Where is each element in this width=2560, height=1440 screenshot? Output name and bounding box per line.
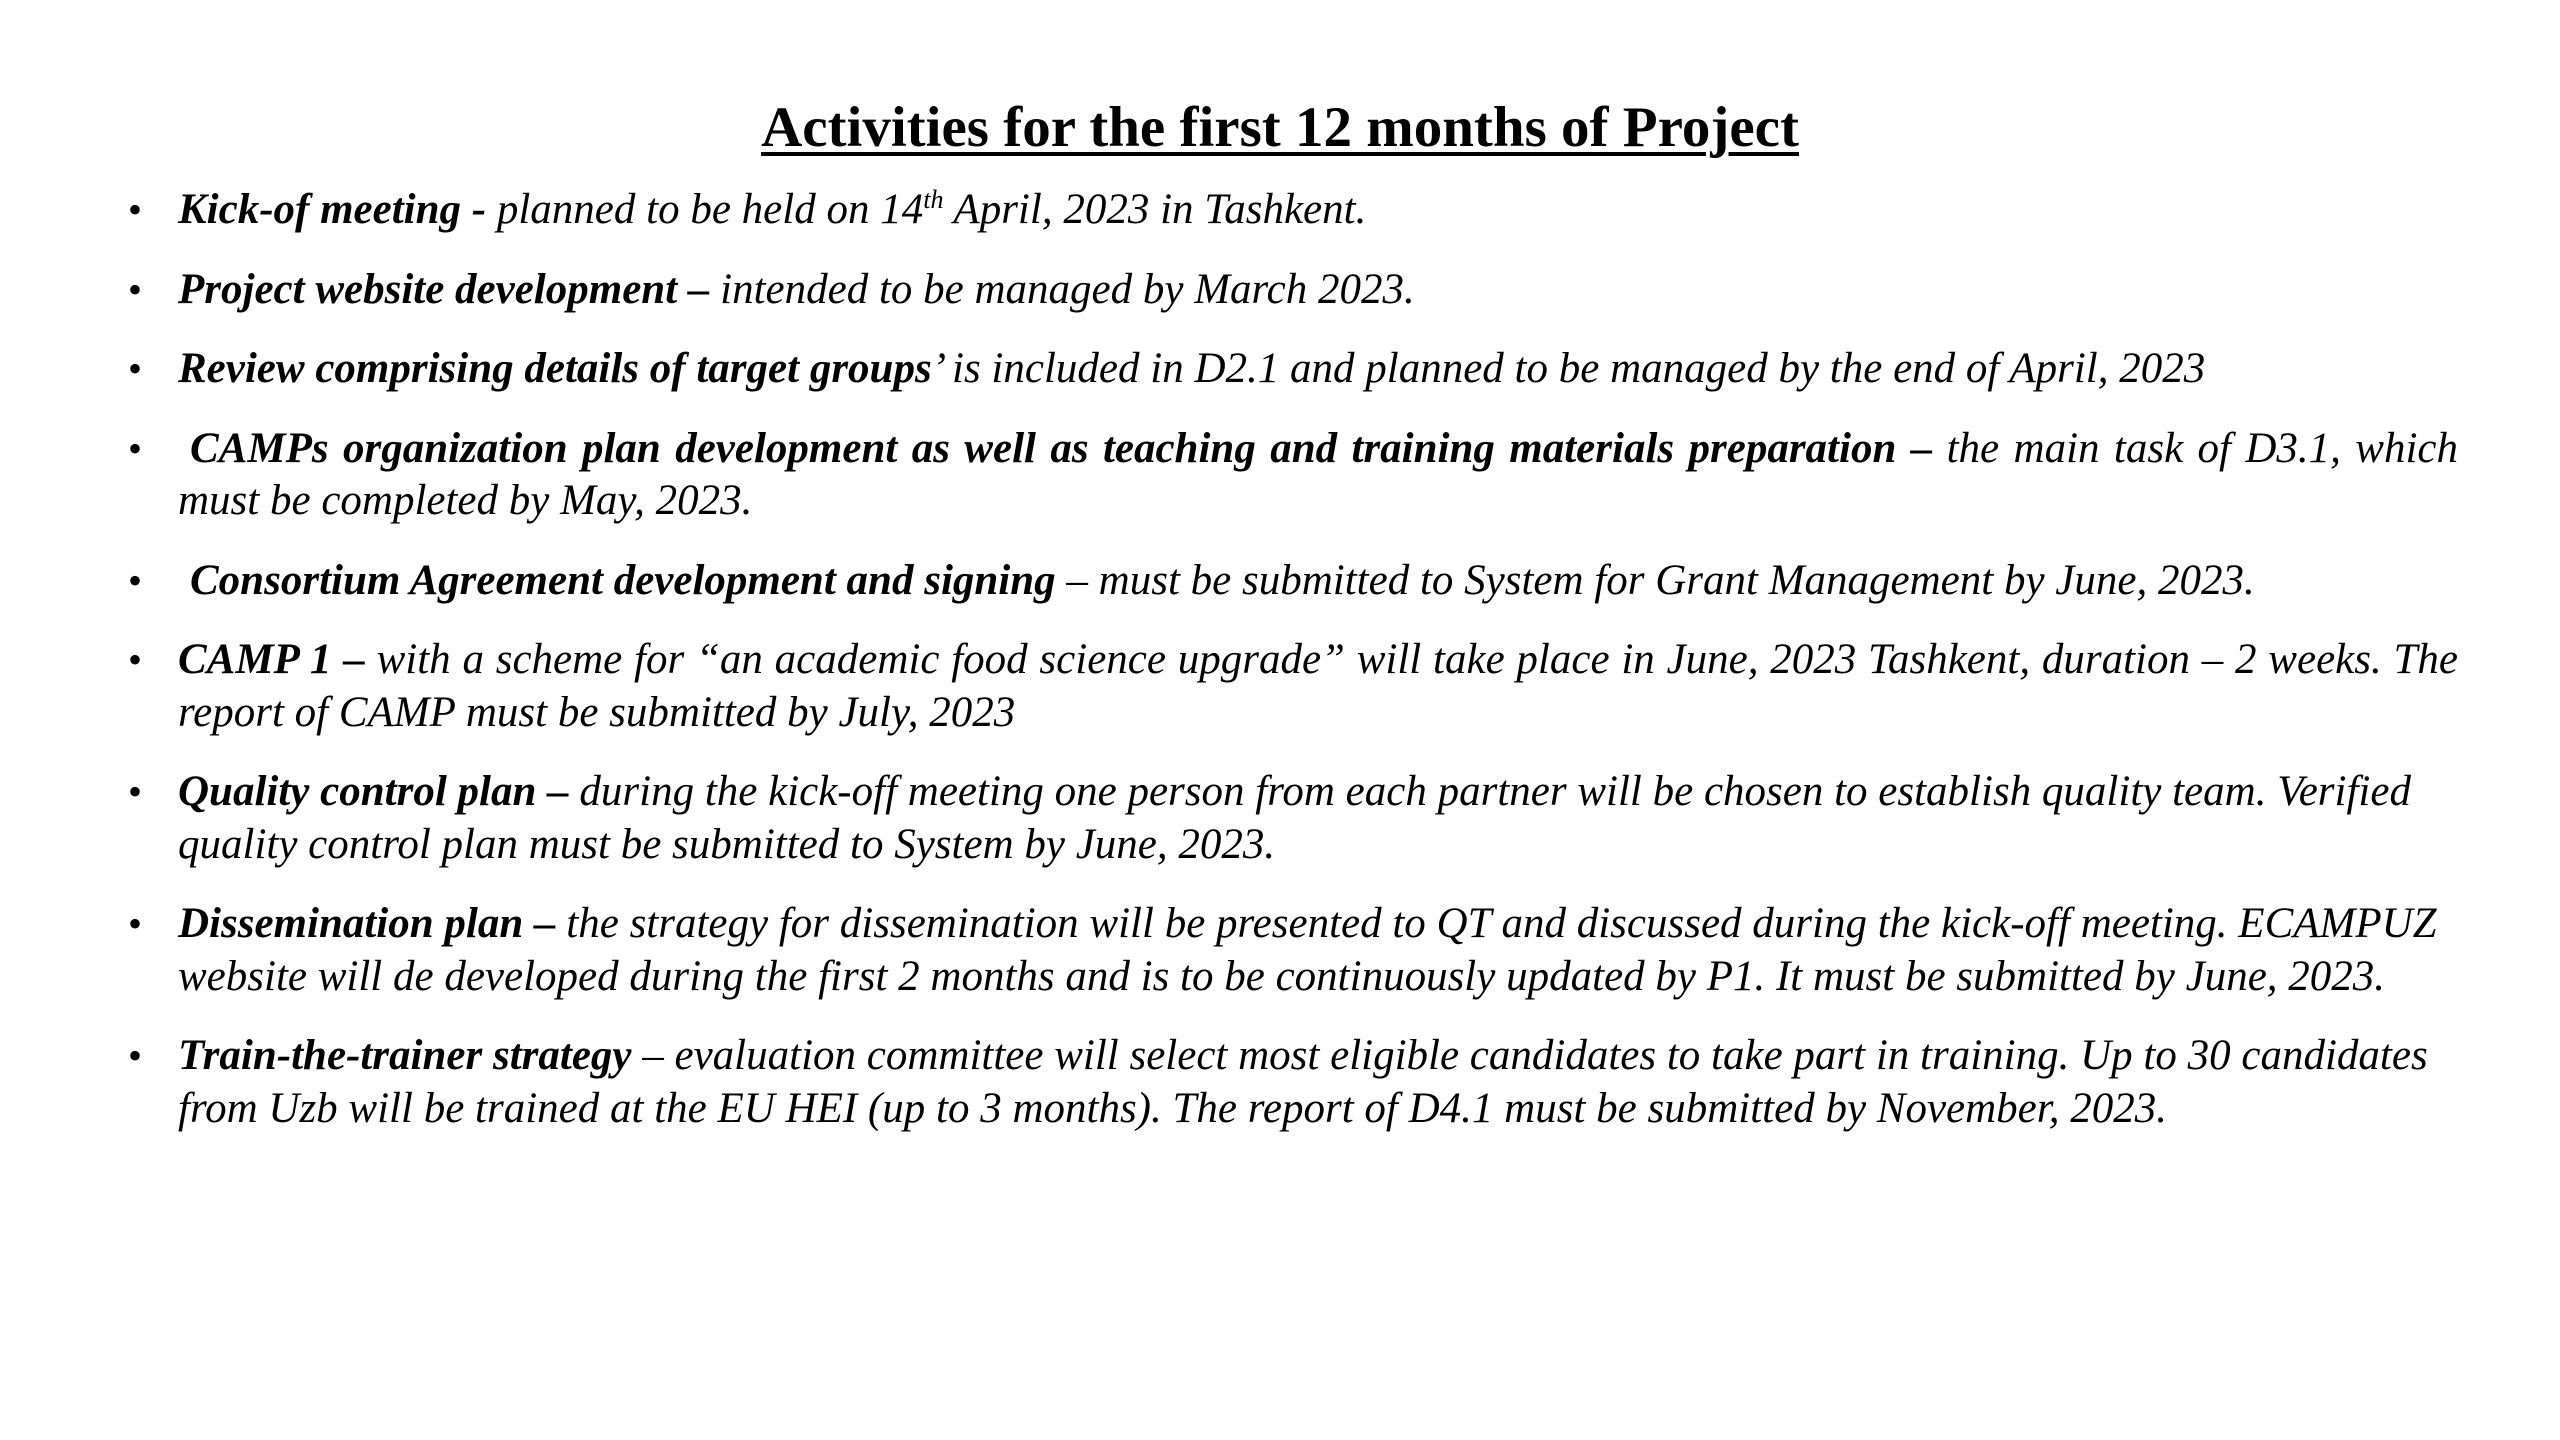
item-text: during the kick-off meeting one person from each partner will be chosen to establish quality team. Verified quality control plan must be submitted to System by June, 2023. bbox=[178, 768, 2411, 868]
bullet-icon: • bbox=[128, 769, 143, 814]
list-item-dissemination-plan bbox=[128, 898, 2458, 1003]
bullet-icon: • bbox=[128, 557, 143, 603]
item-text: the main task of D3.1, which must be completed by May, 2023. bbox=[178, 424, 2458, 524]
list-item-project-website bbox=[128, 264, 2458, 317]
slide-title: Activities for the first 12 months of Project bbox=[761, 96, 1799, 159]
item-heading: Review comprising details of target groups bbox=[178, 345, 932, 392]
item-heading: Train-the-trainer strategy bbox=[178, 1032, 632, 1079]
item-text-continued: April, 2023 in Tashkent. bbox=[943, 186, 1367, 233]
list-item-train-the-trainer bbox=[128, 1030, 2458, 1135]
item-heading: Project website development – bbox=[178, 265, 721, 313]
item-heading: CAMP 1 – bbox=[178, 636, 377, 683]
item-text: planned to be held on 14 bbox=[496, 186, 924, 233]
item-heading: Kick-of meeting - bbox=[178, 186, 497, 233]
item-text: the strategy for dissemination will be presented to QT and discussed during the kick-off meeting. ECAMPUZ website will de developed during the first 2 months and is to be continuously updated by P1. It must be submitted by June, 2023. bbox=[178, 900, 2437, 1000]
item-text: ’ is included in D2.1 and planned to be managed by the end of April, 2023 bbox=[931, 345, 2206, 392]
bullet-icon: • bbox=[128, 266, 143, 312]
list-item-camp-1 bbox=[128, 634, 2458, 739]
activity-list bbox=[128, 184, 2458, 1162]
bullet-icon: • bbox=[128, 346, 143, 391]
item-text: – must be submitted to System for Grant Management by June, 2023. bbox=[1055, 556, 2255, 604]
list-item-camps-organization-plan bbox=[128, 423, 2458, 528]
item-text: intended to be managed by March 2023. bbox=[720, 265, 1415, 313]
item-heading: Quality control plan – bbox=[178, 768, 580, 815]
list-item-quality-control-plan bbox=[128, 766, 2458, 871]
item-text: with a scheme for “an academic food science upgrade” will take place in June, 2023 Tashkent, duration – 2 weeks. The report of CAMP must be submitted by July, 2023 bbox=[178, 636, 2458, 736]
item-heading: Dissemination plan – bbox=[178, 900, 567, 947]
bullet-icon: • bbox=[128, 901, 143, 946]
bullet-icon: • bbox=[128, 187, 143, 232]
item-text: – evaluation committee will select most eligible candidates to take part in training. Up to 30 candidates from Uzb will be trained at the EU HEI (up to 3 months). The report of D4.1 must be submitted by November, 2023. bbox=[178, 1032, 2428, 1132]
list-item-consortium-agreement bbox=[128, 555, 2458, 608]
ordinal-suffix: th bbox=[923, 185, 944, 214]
item-heading: CAMPs organization plan development as well as teaching and training materials preparation – bbox=[190, 424, 1947, 472]
list-item-kickoff-meeting bbox=[128, 184, 2458, 237]
list-item-target-groups-review bbox=[128, 343, 2458, 396]
bullet-icon: • bbox=[128, 637, 143, 682]
item-heading: Consortium Agreement development and signing bbox=[190, 556, 1056, 604]
bullet-icon: • bbox=[128, 1033, 143, 1078]
bullet-icon: • bbox=[128, 425, 143, 471]
